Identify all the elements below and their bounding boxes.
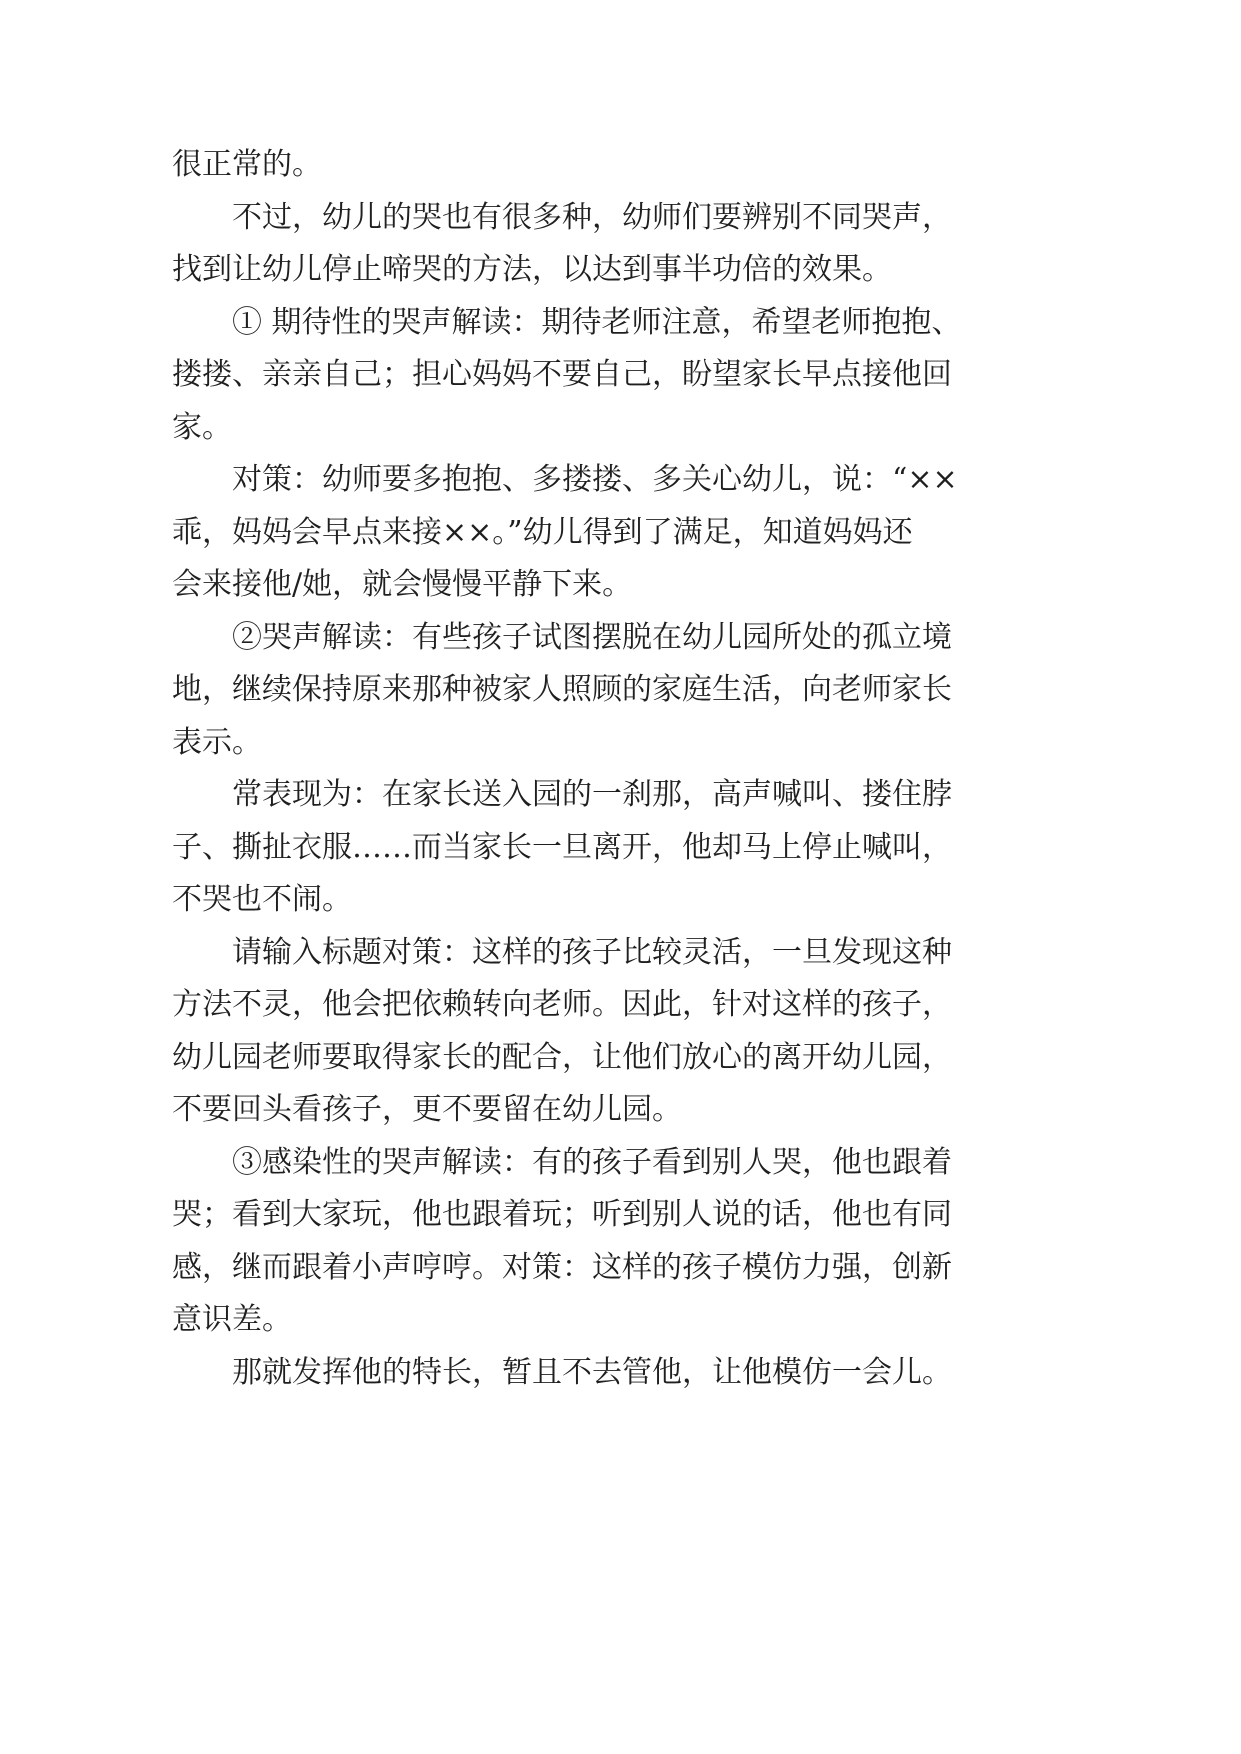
text-line: 不哭也不闹。 <box>172 882 352 917</box>
paragraph <box>172 192 1072 297</box>
text-line: 常表现为：在家长送入园的一刹那，高声喊叫、搂住脖 <box>232 777 952 812</box>
text-line: 家。 <box>172 409 232 445</box>
text-line: 不要回头看孩子，更不要留在幼儿园。 <box>172 1092 682 1127</box>
text-line: 很正常的。 <box>172 147 322 182</box>
text-line: 请输入标题对策：这样的孩子比较灵活，一旦发现这种 <box>232 934 952 970</box>
paragraph <box>172 1137 1072 1347</box>
text-line: 表示。 <box>172 724 262 760</box>
text-line: 乖，妈妈会早点来接××。”幼儿得到了满足，知道妈妈还 <box>172 514 913 550</box>
text-line: 意识差。 <box>172 1302 292 1337</box>
text-line: 搂搂、亲亲自己；担心妈妈不要自己，盼望家长早点接他回 <box>172 357 952 392</box>
text-line: 那就发挥他的特长，暂且不去管他，让他模仿一会儿。 <box>232 1354 952 1390</box>
text-line: 会来接他/她，就会慢慢平静下来。 <box>172 567 633 602</box>
paragraph <box>172 1347 1072 1400</box>
text-line: ③感染性的哭声解读：有的孩子看到别人哭，他也跟着 <box>232 1144 952 1180</box>
text-line: 幼儿园老师要取得家长的配合，让他们放心的离开幼儿园， <box>172 1039 952 1075</box>
text-line: 地，继续保持原来那种被家人照顾的家庭生活，向老师家长 <box>172 672 952 707</box>
text-line: ②哭声解读：有些孩子试图摆脱在幼儿园所处的孤立境 <box>232 619 952 655</box>
text-line: 对策：幼师要多抱抱、多搂搂、多关心幼儿，说：“×× <box>232 462 958 497</box>
paragraph <box>172 927 1072 1137</box>
text-line: 感，继而跟着小声哼哼。对策：这样的孩子模仿力强，创新 <box>172 1249 952 1285</box>
text-line: ① 期待性的哭声解读：期待老师注意，希望老师抱抱、 <box>232 304 962 340</box>
paragraph <box>172 769 1072 927</box>
paragraph <box>172 612 1072 770</box>
document-body <box>172 139 1072 1399</box>
text-line: 找到让幼儿停止啼哭的方法，以达到事半功倍的效果。 <box>172 252 892 287</box>
paragraph <box>172 139 1072 192</box>
text-line: 方法不灵，他会把依赖转向老师。因此，针对这样的孩子， <box>172 987 952 1022</box>
text-line: 哭；看到大家玩，他也跟着玩；听到别人说的话，他也有同 <box>172 1197 952 1232</box>
text-line: 不过，幼儿的哭也有很多种，幼师们要辨别不同哭声， <box>232 199 952 235</box>
paragraph <box>172 454 1072 612</box>
paragraph <box>172 297 1072 455</box>
text-line: 子、撕扯衣服……而当家长一旦离开，他却马上停止喊叫， <box>172 829 952 865</box>
